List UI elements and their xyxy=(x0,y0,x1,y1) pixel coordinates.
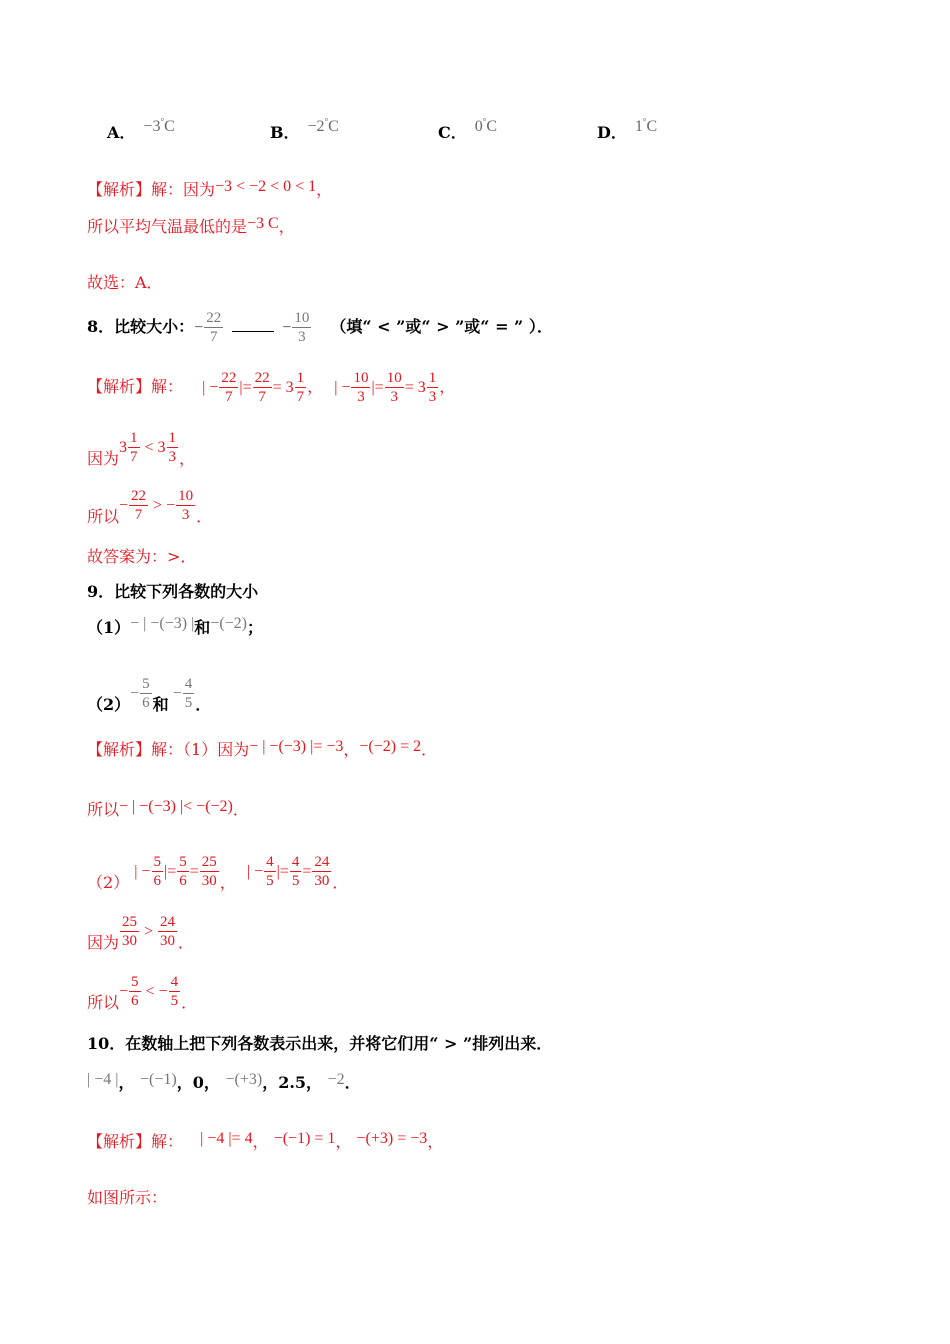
fraction-22-7: $\frac{22}{7}$ xyxy=(206,310,222,345)
q10-num-4: 2.5 xyxy=(278,1073,307,1092)
q8-sol-prefix: 解： xyxy=(151,377,184,396)
analysis-tag: 【解析】 xyxy=(87,377,152,396)
option-c xyxy=(438,116,498,143)
q9-part2-sol: （2） | − $\frac{5}{6}$ |= $\frac{5}{6}$ = $\frac{25}{30}$ ， | − $\frac{4}{5}$ |= $\frac{4}{5}$ = $\frac{24}{30}$ ． xyxy=(87,854,349,892)
option-c-label: C． xyxy=(438,123,467,142)
fraction-10-3: $\frac{10}{3}$ xyxy=(294,310,310,345)
q10-num-2: 0 xyxy=(192,1073,204,1092)
q9-analysis-line1: 【解析】解：（1）因为− | −(−3) |= −3，−(−2) = 2． xyxy=(87,738,438,759)
q9-p2-and: 和 xyxy=(152,695,169,714)
q9-so-line1: 所以− | −(−3) |< −(−2)． xyxy=(87,798,249,819)
so-text: 所以 xyxy=(87,507,120,526)
q7-line1-suffix: ， xyxy=(316,180,333,199)
option-a-value: −3°C xyxy=(143,116,175,135)
q8-answer: 故答案为：>． xyxy=(87,547,197,566)
q7-line2-prefix: 所以平均气温最低的是 xyxy=(87,217,248,236)
q10-sol-math2: −(−1) = 1 xyxy=(273,1130,336,1147)
q10-num-0: | −4 | xyxy=(87,1071,119,1088)
q8-number: 8．比较大小： xyxy=(87,317,195,336)
q7-line2-math: −3 C xyxy=(247,215,279,232)
q7-analysis-line1 xyxy=(87,180,332,201)
q7-analysis-line2 xyxy=(87,217,295,238)
q9-title: 9．比较下列各数的大小 xyxy=(87,582,259,601)
q7-line1-math: −3 < −2 < 0 < 1 xyxy=(215,178,317,195)
q9-part2-label: （2） xyxy=(87,873,130,892)
q10-analysis: 【解析】解： | −4 |= 4， −(−1) = 1， −(+3) = −3， xyxy=(87,1130,444,1151)
q9-p1-label: （1） xyxy=(87,618,131,637)
q8-instruction: （填“ < ”或“ > ”或“ = ” ）． xyxy=(330,317,553,336)
option-b xyxy=(270,116,339,143)
q10-figure-text: 如图所示： xyxy=(87,1188,168,1207)
analysis-tag: 【解析】 xyxy=(87,740,152,759)
q7-line2-suffix: ， xyxy=(278,217,295,236)
analysis-tag: 【解析】 xyxy=(87,1132,152,1151)
q10-num-3: −(+3) xyxy=(225,1071,263,1088)
option-d xyxy=(597,116,658,143)
q9-part1 xyxy=(87,615,264,639)
q7-line1-prefix: 解：因为 xyxy=(151,180,216,199)
q10-sol-math1: | −4 |= 4 xyxy=(200,1130,253,1147)
q9-so-math: − | −(−3) |< −(−2) xyxy=(119,798,233,815)
q9-sol1-math2: −(−2) = 2 xyxy=(359,738,422,755)
q9-p1-b: −(−2) xyxy=(210,615,247,632)
option-b-value: −2°C xyxy=(307,116,339,135)
option-a xyxy=(107,116,175,143)
q9-so-prefix: 所以 xyxy=(87,800,120,819)
q8-question xyxy=(87,308,553,347)
q9-sol1-math1: − | −(−3) |= −3 xyxy=(249,738,344,755)
q7-answer: 故选：A． xyxy=(87,273,163,292)
option-b-label: B． xyxy=(270,123,300,142)
so-text: 所以 xyxy=(87,993,120,1012)
q8-analysis-line1: 【解析】解： | − $\frac{22}{7}$ |= $\frac{22}{7}$ = 3 $\frac{1}{7}$ ， | − $\frac{10}{3}$ |= $\frac{10}{3}$ = 3 $\frac{1}{3}$ ， xyxy=(87,370,456,405)
answer-blank[interactable] xyxy=(232,317,274,332)
because-text: 因为 xyxy=(87,449,120,468)
q9-p1-a: − | −(−3) | xyxy=(130,615,195,632)
q10-num-1: −(−1) xyxy=(140,1071,177,1088)
q10-numbers: | −4 |， −(−1)，0， −(+3)，2.5， −2． xyxy=(87,1071,361,1092)
option-a-label: A． xyxy=(107,123,136,142)
neg-sign: − xyxy=(282,319,292,336)
q8-because-line: 因为3 $\frac{1}{7}$ < 3 $\frac{1}{3}$ ， xyxy=(87,430,196,468)
option-d-label: D． xyxy=(597,123,627,142)
q9-p1-and: 和 xyxy=(194,618,211,637)
analysis-tag: 【解析】 xyxy=(87,180,152,199)
q9-p2-label: （2） xyxy=(87,695,131,714)
q9-part2: （2）− $\frac{5}{6}$ 和 − $\frac{4}{5}$ ． xyxy=(87,676,212,714)
q10-sol-prefix: 解： xyxy=(151,1132,184,1151)
q10-sol-math3: −(+3) = −3 xyxy=(356,1130,428,1147)
q10-num-5: −2 xyxy=(327,1071,345,1088)
option-c-value: 0°C xyxy=(474,116,498,135)
q9-p1-end: ； xyxy=(247,618,264,637)
q9-because-line: 因为 $\frac{25}{30}$ > $\frac{24}{30}$ ． xyxy=(87,914,195,952)
neg-sign: − xyxy=(194,319,204,336)
q8-so-line: 所以− $\frac{22}{7}$ > − $\frac{10}{3}$ ． xyxy=(87,488,213,526)
because-text: 因为 xyxy=(87,933,120,952)
option-d-value: 1°C xyxy=(634,116,658,135)
q9-so-line2: 所以− $\frac{5}{6}$ < − $\frac{4}{5}$ ． xyxy=(87,974,198,1012)
q9-sol1-prefix: 解：（1）因为 xyxy=(151,740,250,759)
q10-title: 10．在数轴上把下列各数表示出来，并将它们用“ > ”排列出来． xyxy=(87,1034,553,1053)
